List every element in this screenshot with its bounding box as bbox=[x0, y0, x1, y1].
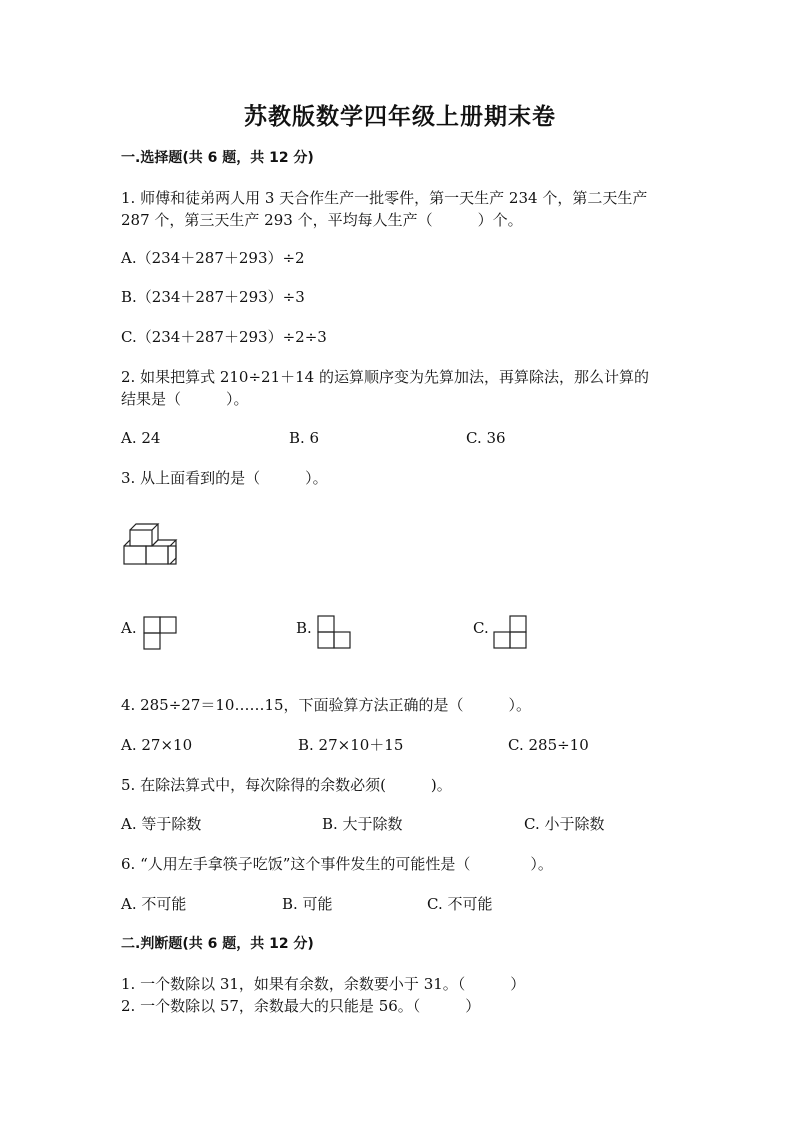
question-6-line-1: 6. “人用左手拿筷子吃饭”这个事件发生的可能性是（ ）。 bbox=[121, 855, 553, 873]
question-1-option-a: A.（234＋287＋293）÷2 bbox=[121, 249, 305, 267]
question-6-option-c: C. 不可能 bbox=[427, 895, 493, 913]
question-2-option-a: A. 24 bbox=[121, 429, 161, 447]
question-3-option-b: B. bbox=[296, 619, 312, 637]
judgement-item-1: 1. 一个数除以 31，如果有余数，余数要小于 31。（ ） bbox=[121, 975, 526, 993]
question-2-option-c: C. 36 bbox=[466, 429, 506, 447]
question-2-line-1: 2. 如果把算式 210÷21＋14 的运算顺序变为先算加法，再算除法，那么计算的 bbox=[121, 368, 649, 386]
question-5-option-c: C. 小于除数 bbox=[524, 815, 605, 833]
question-2-option-b: B. 6 bbox=[289, 429, 320, 447]
question-4-option-b: B. 27×10＋15 bbox=[298, 736, 404, 754]
question-5-line-1: 5. 在除法算式中，每次除得的余数必须( )。 bbox=[121, 776, 452, 794]
question-5-option-b: B. 大于除数 bbox=[322, 815, 403, 833]
option-a-grid-icon bbox=[143, 615, 179, 651]
question-6-option-a: A. 不可能 bbox=[121, 895, 187, 913]
page-title: 苏教版数学四年级上册期末卷 bbox=[244, 103, 556, 130]
question-3-line-1: 3. 从上面看到的是（ ）。 bbox=[121, 469, 328, 487]
question-2-line-2: 结果是（ ）。 bbox=[121, 390, 249, 408]
question-3-option-a: A. bbox=[121, 619, 137, 637]
question-4-option-a: A. 27×10 bbox=[121, 736, 193, 754]
question-4-option-c: C. 285÷10 bbox=[508, 736, 589, 754]
section-heading-judgement: 二.判断题(共 6 题，共 12 分) bbox=[121, 936, 314, 952]
question-1-line-1: 1. 师傅和徒弟两人用 3 天合作生产一批零件，第一天生产 234 个，第二天生产 bbox=[121, 189, 648, 207]
question-1-option-c: C.（234＋287＋293）÷2÷3 bbox=[121, 328, 327, 346]
judgement-item-2: 2. 一个数除以 57，余数最大的只能是 56。（ ） bbox=[121, 997, 481, 1015]
question-1-line-2: 287 个，第三天生产 293 个，平均每人生产（ ）个。 bbox=[121, 211, 523, 229]
question-5-option-a: A. 等于除数 bbox=[121, 815, 202, 833]
cube-stack-figure bbox=[120, 518, 182, 570]
question-3-option-c: C. bbox=[473, 619, 489, 637]
question-4-line-1: 4. 285÷27＝10……15，下面验算方法正确的是（ ）。 bbox=[121, 696, 532, 714]
question-1-option-b: B.（234＋287＋293）÷3 bbox=[121, 288, 305, 306]
option-b-grid-icon bbox=[317, 614, 353, 650]
section-heading-choice: 一.选择题(共 6 题，共 12 分) bbox=[121, 150, 314, 166]
option-c-grid-icon bbox=[493, 614, 529, 650]
question-6-option-b: B. 可能 bbox=[282, 895, 333, 913]
